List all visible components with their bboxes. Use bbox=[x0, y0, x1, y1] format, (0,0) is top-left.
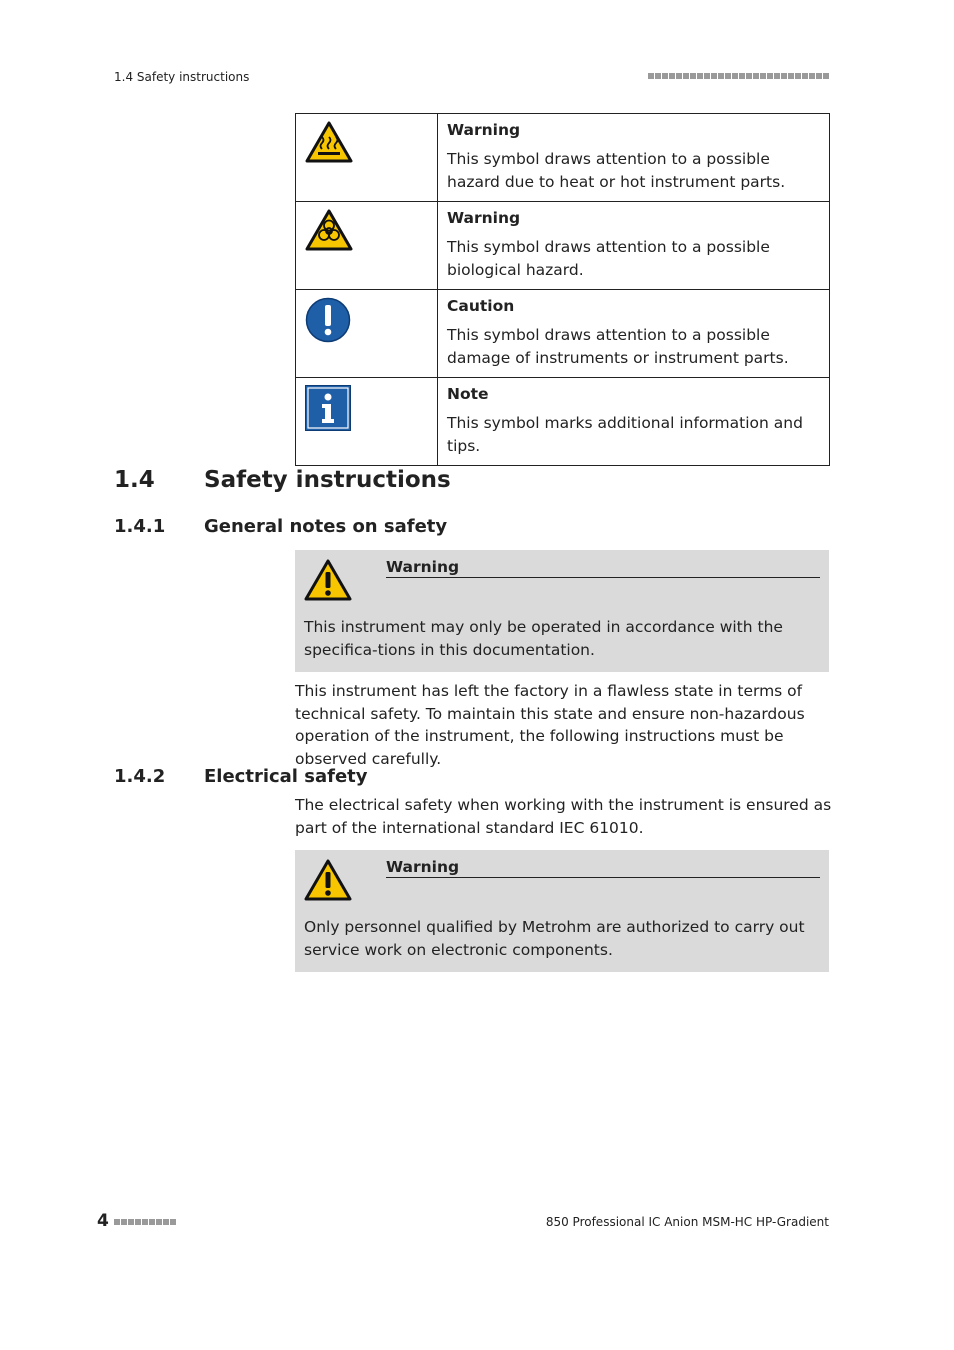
subsection-number: 1.4.2 bbox=[114, 766, 166, 787]
subsection-title: Electrical safety bbox=[204, 766, 368, 787]
symbol-title: Warning bbox=[447, 209, 521, 227]
section-number: 1.4 bbox=[114, 467, 155, 493]
heat-warning-icon bbox=[305, 121, 353, 163]
subsection-heading bbox=[114, 516, 447, 537]
symbol-description: This symbol draws attention to a possible damage of instruments or instrument parts. bbox=[447, 326, 789, 367]
biohazard-warning-icon bbox=[305, 209, 353, 251]
symbol-table bbox=[295, 113, 830, 466]
warning-box bbox=[295, 550, 829, 672]
table-row bbox=[296, 202, 830, 290]
table-row bbox=[296, 114, 830, 202]
body-paragraph: This instrument has left the factory in a flawless state in terms of technical safety. To maintain this state and ensure non-hazardous operation of the instrument, the following instructions must be observed carefully. bbox=[295, 682, 805, 768]
symbol-description: This symbol draws attention to a possible hazard due to heat or hot instrument parts. bbox=[447, 150, 786, 191]
page-number: 4 bbox=[97, 1211, 109, 1231]
subsection-heading bbox=[114, 766, 368, 787]
warning-text: Only personnel qualified by Metrohm are authorized to carry out service work on electronic components. bbox=[304, 918, 805, 959]
warning-triangle-icon bbox=[304, 859, 352, 901]
symbol-title: Note bbox=[447, 385, 489, 403]
document-title: 850 Professional IC Anion MSM-HC HP-Gradient bbox=[545, 1215, 829, 1229]
running-header: 1.4 Safety instructions bbox=[114, 70, 250, 84]
info-note-icon bbox=[305, 385, 351, 431]
header-dot-rule bbox=[648, 73, 829, 79]
warning-box bbox=[295, 850, 829, 972]
warning-title: Warning bbox=[386, 558, 820, 578]
symbol-description: This symbol draws attention to a possible biological hazard. bbox=[447, 238, 770, 279]
symbol-title: Warning bbox=[447, 121, 521, 139]
footer-dot-rule bbox=[114, 1219, 176, 1225]
warning-title: Warning bbox=[386, 858, 820, 878]
section-heading bbox=[114, 467, 451, 493]
table-row bbox=[296, 290, 830, 378]
subsection-title: General notes on safety bbox=[204, 516, 448, 537]
warning-text: This instrument may only be operated in accordance with the specifica-tions in this documentation. bbox=[304, 618, 783, 659]
caution-exclamation-icon bbox=[305, 297, 351, 343]
warning-triangle-icon bbox=[304, 559, 352, 601]
section-title: Safety instructions bbox=[204, 467, 451, 493]
symbol-description: This symbol marks additional information and tips. bbox=[447, 414, 803, 455]
body-paragraph: The electrical safety when working with the instrument is ensured as part of the international standard IEC 61010. bbox=[295, 796, 832, 837]
subsection-number: 1.4.1 bbox=[114, 516, 166, 537]
table-row bbox=[296, 378, 830, 466]
symbol-title: Caution bbox=[447, 297, 515, 315]
